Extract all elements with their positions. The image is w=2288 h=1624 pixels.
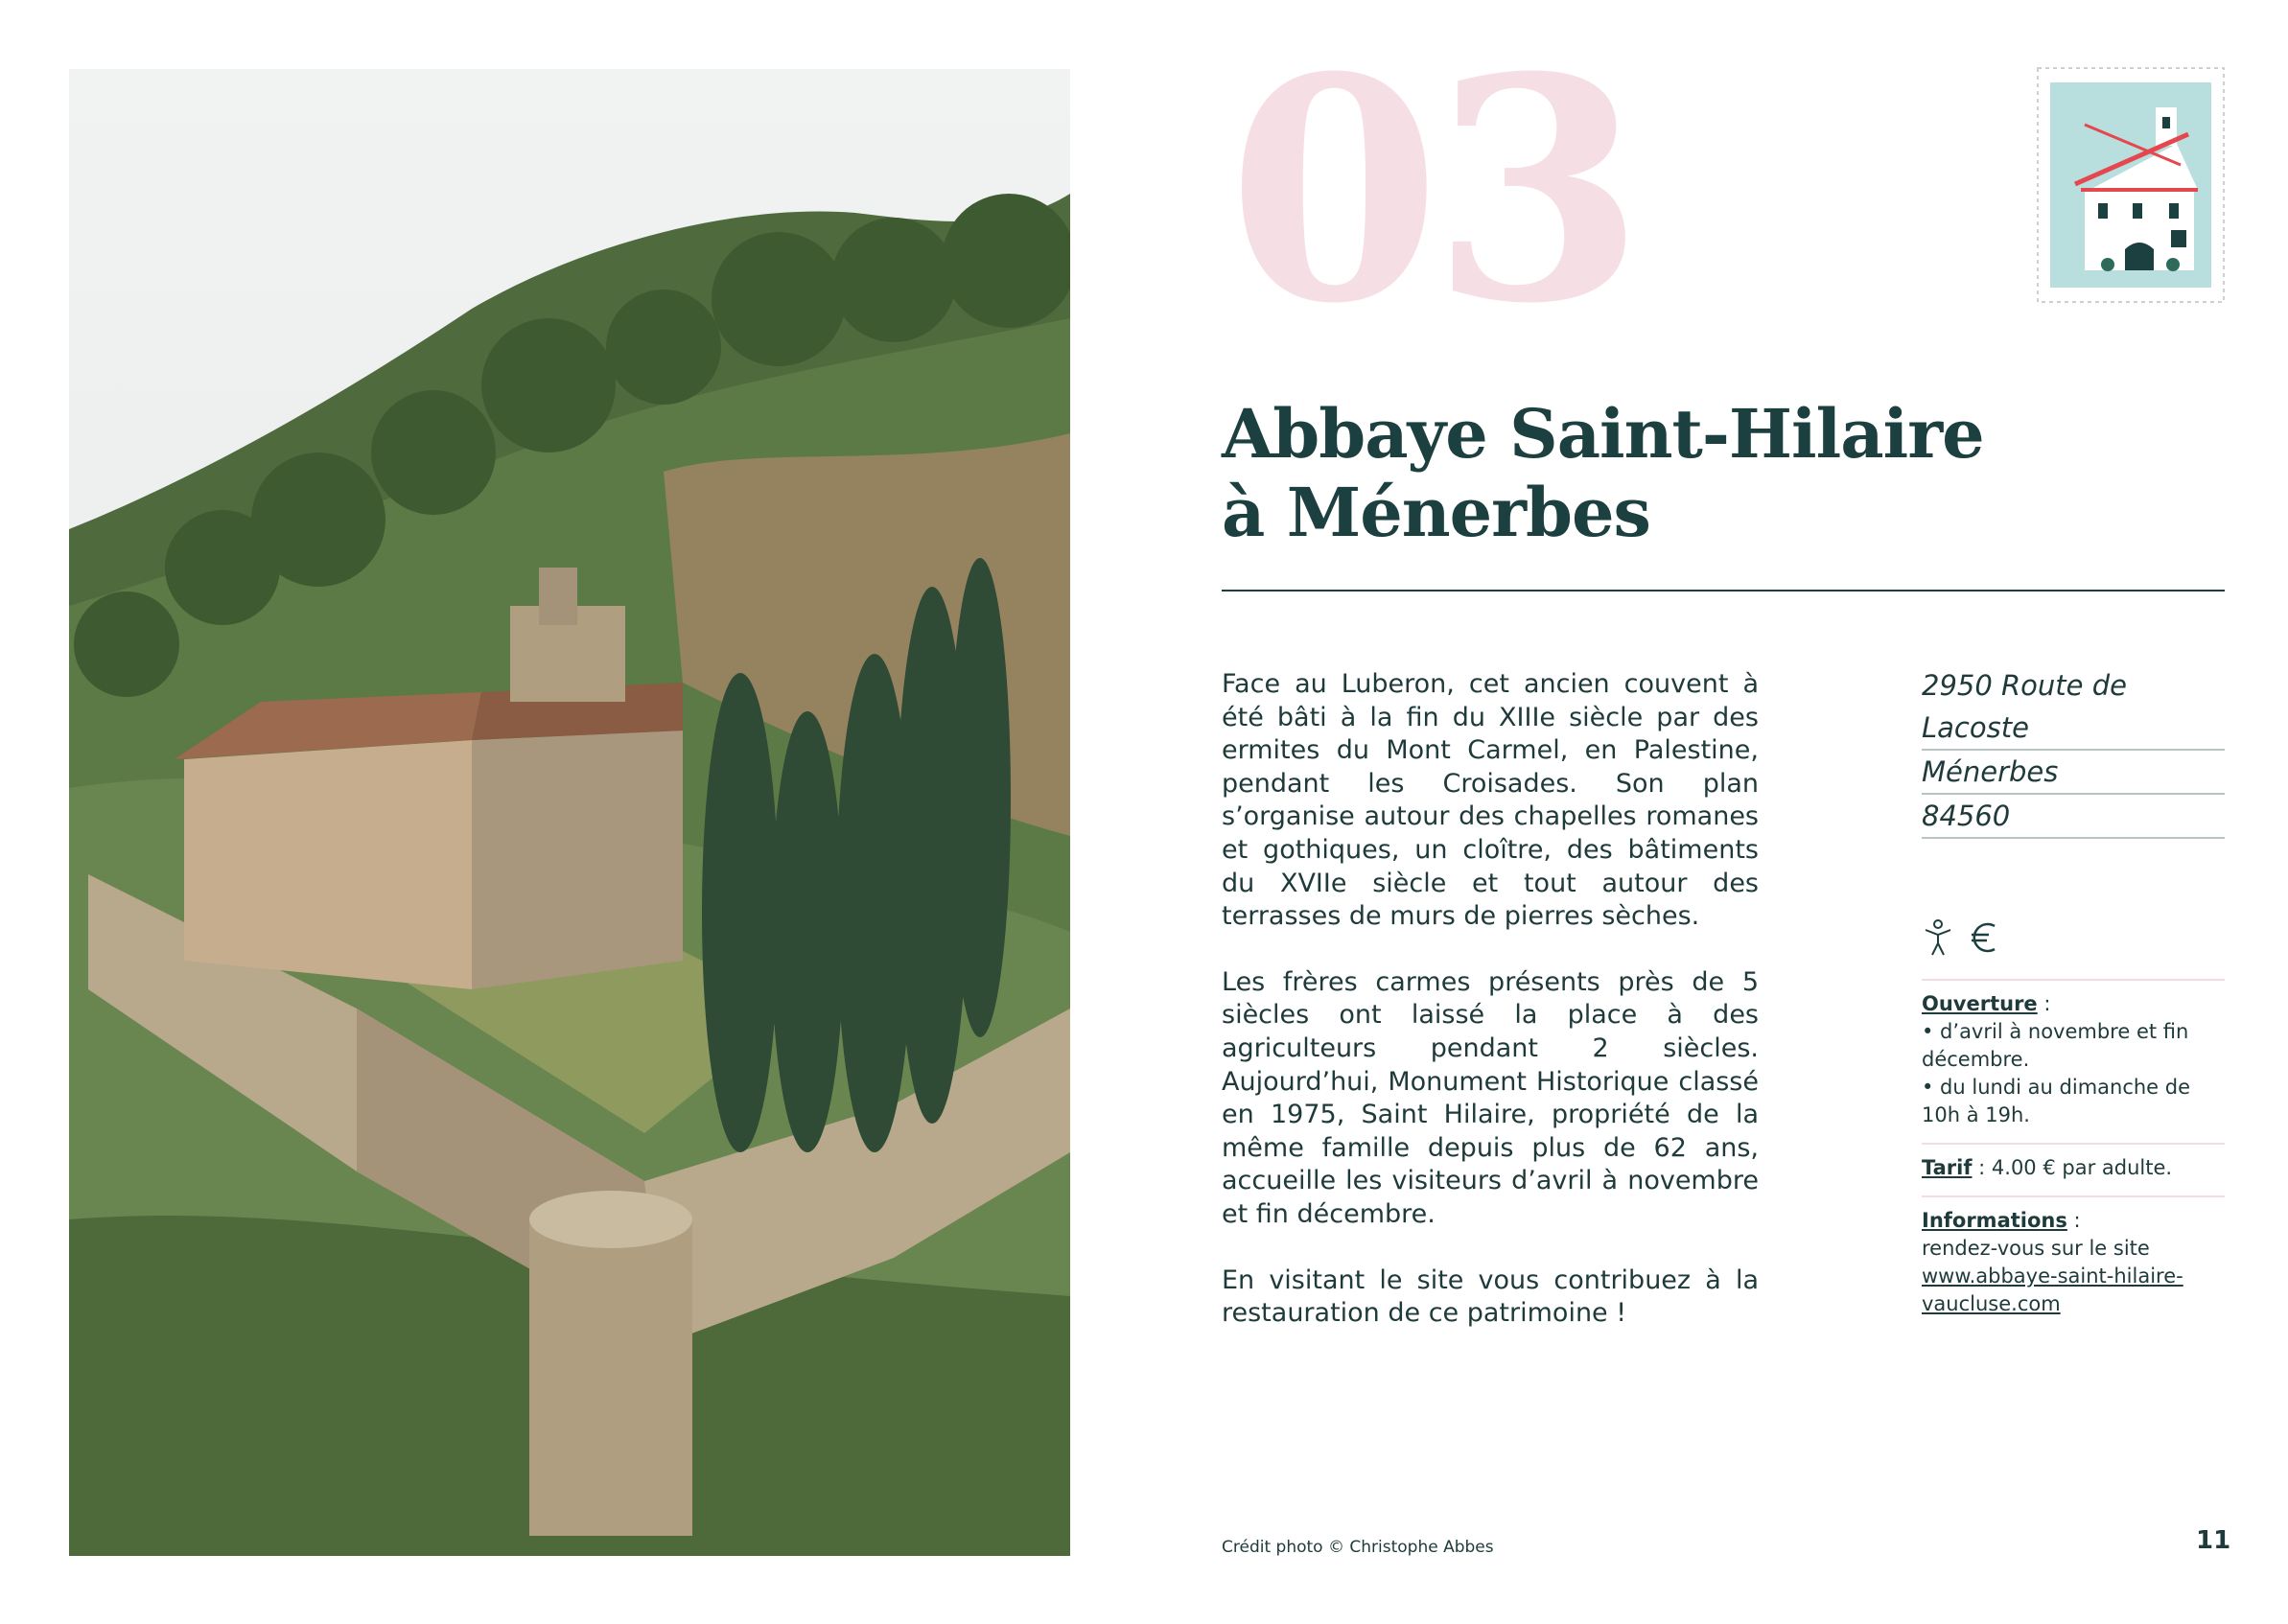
opening-hours [1922, 979, 2225, 1143]
address-postcode: 84560 [1922, 795, 2225, 839]
description-paragraph-1: Face au Luberon, cet ancien couvent à été bâti à la fin du XIIIe siècle par des ermites du Mont Carmel, en Palestine, pendant les Croisades. Son plan s’organise autour des chapelles romanes et gothiques, un cloître, des bâtiments du XVIIe siècle et tout autour des terrasses de murs de pierres sèches. [1222, 669, 1759, 932]
description [1222, 668, 1759, 1363]
practical-info [1922, 979, 2225, 1332]
page-title [1222, 395, 2181, 552]
stamp-illustration [2037, 67, 2225, 303]
information-label: Informations [1922, 1209, 2067, 1232]
chapter-number: 03 [1227, 12, 1636, 371]
euro-icon [1968, 918, 2000, 957]
amenity-icons [1922, 918, 2000, 957]
address-city: Ménerbes [1922, 751, 2225, 795]
price-label: Tarif [1922, 1156, 1973, 1179]
photo-credit: Crédit photo © Christophe Abbes [1222, 1538, 1494, 1557]
accessibility-icon [1922, 918, 1954, 957]
description-paragraph-2: Les frères carmes présents près de 5 siècles ont laissé la place à des agriculteurs pendant 2 siècles. Aujourd’hui, Monument Historique classé en 1975, Saint Hilaire, propriété de la même famille depuis plus de 62 ans, accueille les visiteurs d’avril à novembre et fin décembre. [1222, 966, 1759, 1229]
opening-label-suffix: : [2037, 992, 2051, 1015]
opening-line-2: • du lundi au dimanche de 10h à 19h. [1922, 1076, 2191, 1126]
information [1922, 1195, 2225, 1332]
description-paragraph-3: En visitant le site vous contribuez à la restauration de ce patrimoine ! [1222, 1264, 1759, 1329]
abbey-photo [69, 69, 1070, 1556]
information-text: rendez-vous sur le site [1922, 1237, 2150, 1260]
title-line-1: Abbaye Saint-Hilaire [1222, 394, 1984, 474]
title-divider [1222, 590, 2225, 592]
opening-label: Ouverture [1922, 992, 2038, 1015]
information-label-suffix: : [2066, 1209, 2081, 1232]
address-street: 2950 Route de Lacoste [1922, 664, 2225, 751]
opening-line-1: • d’avril à novembre et fin décembre. [1922, 1020, 2189, 1071]
price [1922, 1143, 2225, 1195]
address-block [1922, 664, 2225, 839]
page-number: 11 [2196, 1526, 2231, 1555]
website-link[interactable]: www.abbaye-saint-hilaire-vaucluse.com [1922, 1264, 2183, 1315]
title-line-2: à Ménerbes [1222, 473, 1650, 552]
price-text: : 4.00 € par adulte. [1972, 1156, 2173, 1179]
